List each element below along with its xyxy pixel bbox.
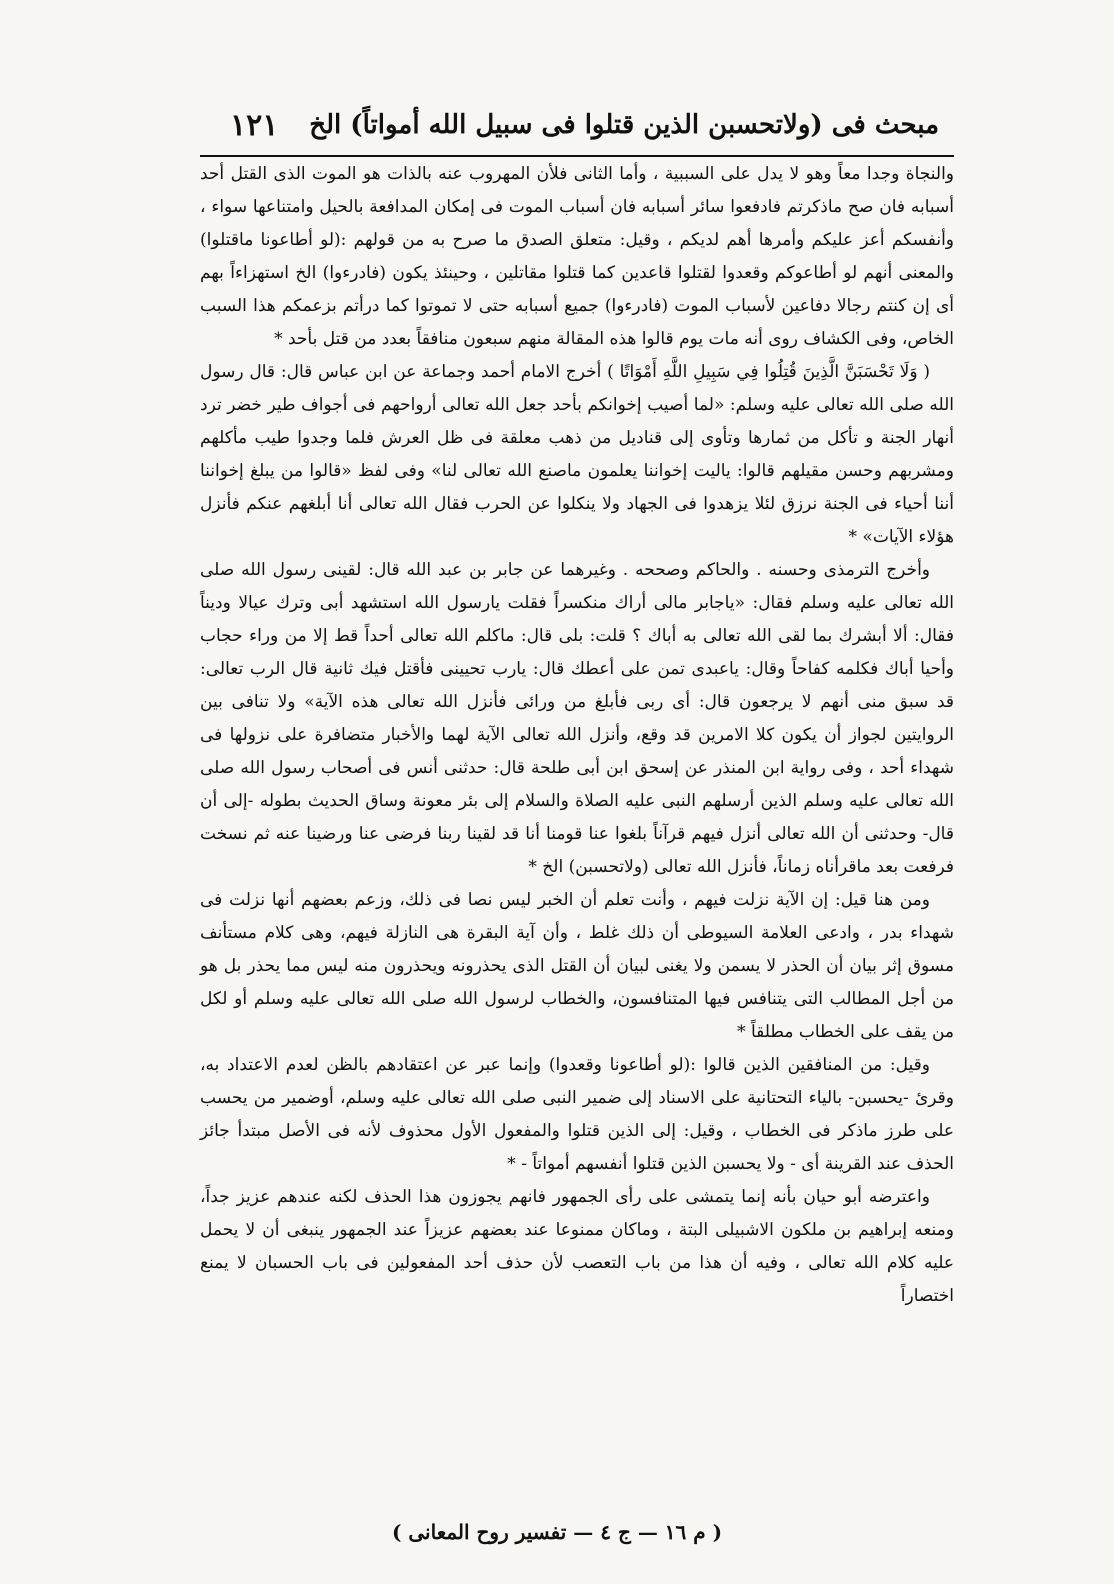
page-footer: ( م ١٦ — ج ٤ — تفسير روح المعانى ) [391,1520,723,1544]
header-rule [200,155,954,157]
page-header [210,100,939,150]
paragraph: ( وَلَا تَحْسَبَنَّ الَّذِينَ قُتِلُوا فِي سَبِيلِ اللَّهِ أَمْوَاتًا ) أخرج الامام أحمد وجماعة عن ابن عباس قال: قال رسول الله صلى الله تعالى عليه وسلم: «لما أصيب إخوانكم بأحد جعل الله تعالى أرواحهم فى أجواف طير خضر ترد أنهار الجنة و تأكل من ثمارها وتأوى إلى قناديل من ذهب معلقة فى ظل العرش فلما وجدوا طيب مأكلهم ومشربهم وحسن مقيلهم قالوا: ياليت إخواننا يعلمون ماصنع الله تعالى لنا» وفى لفظ «قالوا من يبلغ إخواننا أننا أحياء فى الجنة نرزق لئلا يزهدوا فى الجهاد ولا ينكلوا عن الحرب فقال الله تعالى أنا أبلغهم عنكم فأنزل هؤلاء الآيات» * [200,362,954,547]
paragraph: وقيل: من المنافقين الذين قالوا :(لو أطاعونا وقعدوا) وإنما عبر عن اعتقادهم بالظن لعدم الاعتداد به، وقرئ -يحسبن- بالياء التحتانية على الاسناد إلى ضمير النبى صلى الله تعالى عليه وسلم، أوضمير من يحسب على طرز ماذكر فى الخطاب ، وقيل: إلى الذين قتلوا والمفعول الأول محذوف لأنه فى الأصل مبتدأ جائز الحذف عند القرينة أى - ولا يحسبن الذين قتلوا أنفسهم أمواتاً - * [200,1055,954,1174]
paragraph: وأخرج الترمذى وحسنه . والحاكم وصححه . وغيرهما عن جابر بن عبد الله قال: لقينى رسول الله صلى الله تعالى عليه وسلم فقال: «ياجابر مالى أراك منكسراً فقلت يارسول الله استشهد أبى وترك عيالا وديناً فقال: ألا أبشرك بما لقى الله تعالى به أباك ؟ قلت: بلى قال: ماكلم الله تعالى أحداً قط إلا من وراء حجاب وأحيا أباك فكلمه كفاحاً وقال: ياعبدى تمن على أعطك قال: يارب تحيينى فأقتل فيك ثانية قال الرب تعالى: قد سبق منى أنهم لا يرجعون قال: أى ربى فأبلغ من ورائى فأنزل الله تعالى هذه الآية» ولا تنافى بين الروايتين لجواز أن يكون كلا الامرين قد وقع، وأنزل الله تعالى الآية لهما والأخبار متضافرة على نزولها فى شهداء أحد ، وفى رواية ابن المنذر عن إسحق ابن أبى طلحة قال: حدثنى أنس فى أصحاب رسول الله صلى الله تعالى عليه وسلم الذين أرسلهم النبى عليه الصلاة والسلام إلى بئر معونة وساق الحديث بطوله -إلى أن قال- وحدثنى أن الله تعالى أنزل فيهم قرآناً بلغوا عنا قومنا أنا قد لقينا ربنا فرضى عنا ورضينا عنه ثم نسخت فرفعت بعد ماقرأناه زماناً، فأنزل الله تعالى (ولاتحسبن) الخ * [200,560,954,877]
paragraph: والنجاة وجدا معاً وهو لا يدل على السببية ، وأما الثانى فلأن المهروب عنه بالذات هو الموت الذى القتل أحد أسبابه فان صح ماذكرتم فادفعوا سائر أسبابه فان أسباب الموت فى إمكان المدافعة بالحيل وامتناعها سواء ، وأنفسكم أعز عليكم وأمرها أهم لديكم ، وقيل: متعلق الصدق ما صرح به من قولهم :(لو أطاعونا ماقتلوا) والمعنى أنهم لو أطاعوكم وقعدوا لقتلوا قاعدين كما قتلوا مقاتلين ، وحينئذ يكون (فادرءوا) الخ استهزاءاً بهم أى إن كنتم رجالا دفاعين لأسباب الموت (فادرءوا) جميع أسبابه حتى لا تموتوا كما درأتم بزعمكم هذا السبب الخاص، وفى الكشاف روى أنه مات يوم قالوا هذه المقالة منهم سبعون منافقاً بعدد من قتل بأحد * [200,164,954,349]
paragraph: واعترضه أبو حيان بأنه إنما يتمشى على رأى الجمهور فانهم يجوزون هذا الحذف لكنه عندهم عزيز جداً، ومنعه إبراهيم بن ملكون الاشبيلى البتة ، وماكان ممنوعا عند بعضهم عزيزاً عند الجمهور ينبغى أن لا يحمل عليه كلام الله تعالى ، وفيه أن هذا من باب التعصب لأن حذف أحد المفعولين فى باب الحسبان لا يمنع اختصاراً [200,1187,954,1306]
page-number: ١٢١ [230,107,279,143]
running-title: مبحث فى (ولاتحسبن الذين قتلوا فى سبيل الله أمواتاً) الخ [309,110,939,140]
main-text [200,158,954,1504]
paragraph: ومن هنا قيل: إن الآية نزلت فيهم ، وأنت تعلم أن الخبر ليس نصا فى ذلك، وزعم بعضهم أنها نزلت فى شهداء بدر ، وادعى العلامة السيوطى أن ذلك غلط ، وأن آية البقرة هى النازلة فيهم، وهى كلام مستأنف مسوق إثر بيان أن الحذر لا يسمن ولا يغنى لبيان أن القتل الذى يحذرونه ويحذرون منه ليس مما يحذر بل هو من أجل المطالب التى يتنافس فيها المتنافسون، والخطاب لرسول الله صلى الله تعالى عليه وسلم أو لكل من يقف على الخطاب مطلقاً * [200,890,954,1042]
